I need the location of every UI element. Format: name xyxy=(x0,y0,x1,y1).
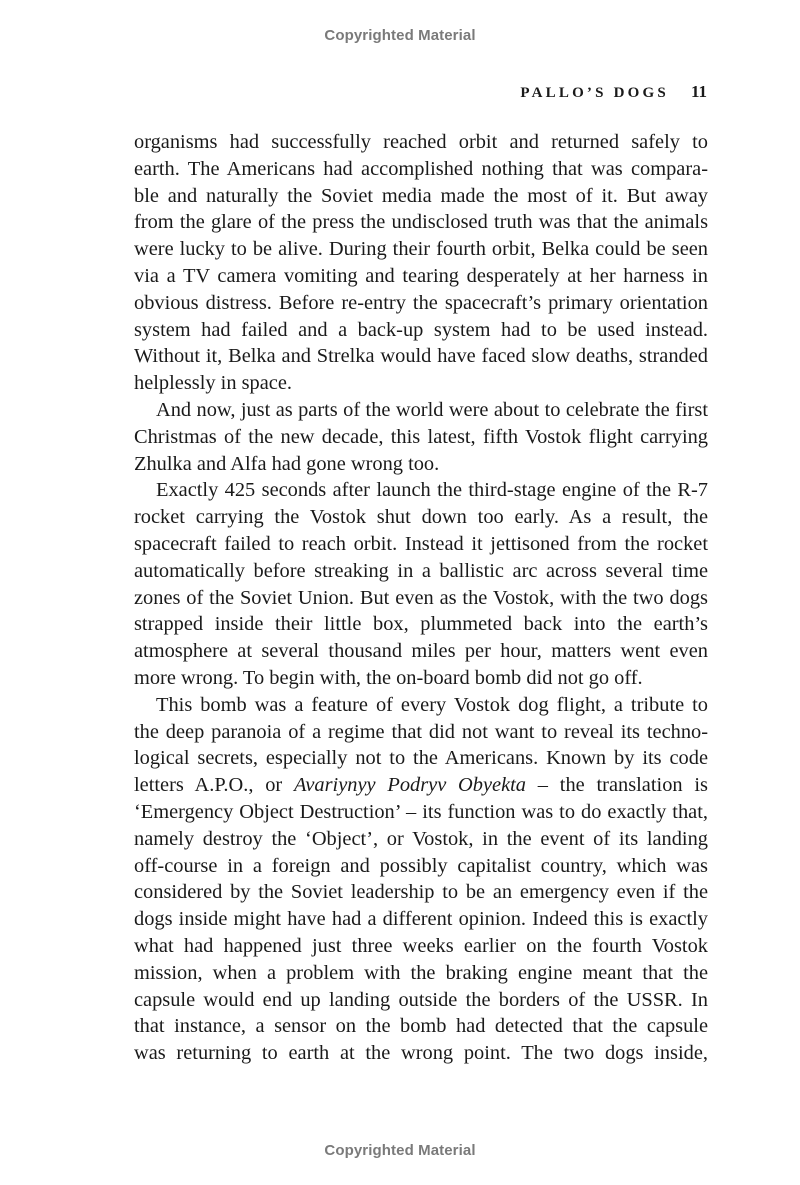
copyright-watermark-bottom: Copyrighted Material xyxy=(324,1142,476,1159)
text-line: capsule would end up landing outside the borders of the USSR. In xyxy=(134,988,708,1011)
text-line: the deep paranoia of a regime that did not want to reveal its techno- xyxy=(134,720,708,743)
text-line: This bomb was a feature of every Vostok dog flight, a tribute to xyxy=(156,693,708,716)
text-line: system had failed and a back-up system had to be used instead. xyxy=(134,318,708,341)
text-line: Without it, Belka and Strelka would have faced slow deaths, stranded xyxy=(134,345,708,368)
text-line: off-course in a foreign and possibly capitalist country, which was xyxy=(134,854,708,877)
text-line: And now, just as parts of the world were about to celebrate the first xyxy=(156,398,708,421)
text-line: helplessly in space. xyxy=(134,372,292,395)
text-line: what had happened just three weeks earlier on the fourth Vostok xyxy=(134,934,708,957)
paragraph-4 xyxy=(134,692,708,1067)
paragraph-3 xyxy=(134,477,708,691)
italic-russian-phrase: Avariynyy Podryv Obyekta xyxy=(294,774,526,797)
text-line: Zhulka and Alfa had gone wrong too. xyxy=(134,452,440,475)
text-line: via a TV camera vomiting and tearing desperately at her harness in xyxy=(134,264,708,287)
text-segment: letters A.P.O., or xyxy=(134,774,295,797)
text-line: namely destroy the ‘Object’, or Vostok, in the event of its landing xyxy=(134,827,708,850)
page-number: 11 xyxy=(690,82,707,101)
copyright-watermark-top: Copyrighted Material xyxy=(324,27,476,44)
text-line: logical secrets, especially not to the Americans. Known by its code xyxy=(134,747,708,770)
text-line: ble and naturally the Soviet media made the most of it. But away xyxy=(134,184,708,207)
running-head-title: PALLO’S DOGS xyxy=(520,85,669,101)
text-line: automatically before streaking in a ballistic arc across several time xyxy=(134,559,708,582)
paragraph-2 xyxy=(134,397,708,477)
paragraph-1 xyxy=(134,129,708,397)
text-line: rocket carrying the Vostok shut down too early. As a result, the xyxy=(134,506,708,529)
running-head xyxy=(520,82,707,102)
text-line: Christmas of the new decade, this latest, fifth Vostok flight carrying xyxy=(134,425,708,448)
text-line: earth. The Americans had accomplished nothing that was compara- xyxy=(134,157,708,180)
text-line: considered by the Soviet leadership to be an emergency even if the xyxy=(134,881,708,904)
text-segment: – the translation is xyxy=(525,774,708,797)
body-text xyxy=(134,129,708,1067)
text-line: dogs inside might have had a different opinion. Indeed this is exactly xyxy=(134,908,708,931)
text-line: organisms had successfully reached orbit and returned safely to xyxy=(134,131,708,153)
text-line: ‘Emergency Object Destruction’ – its function was to do exactly that, xyxy=(134,800,708,823)
text-line: zones of the Soviet Union. But even as the Vostok, with the two dogs xyxy=(134,586,708,609)
text-line: from the glare of the press the undisclosed truth was that the animals xyxy=(134,211,708,234)
text-line: strapped inside their little box, plummeted back into the earth’s xyxy=(134,613,708,636)
text-line: more wrong. To begin with, the on-board bomb did not go off. xyxy=(134,666,643,689)
text-line-with-italic xyxy=(134,772,708,799)
text-line: mission, when a problem with the braking engine meant that the xyxy=(134,961,708,984)
text-line: were lucky to be alive. During their fourth orbit, Belka could be seen xyxy=(134,238,708,261)
text-line: spacecraft failed to reach orbit. Instead it jettisoned from the rocket xyxy=(134,532,708,555)
text-line: that instance, a sensor on the bomb had detected that the capsule xyxy=(134,1015,708,1038)
text-line: obvious distress. Before re-entry the spacecraft’s primary orientation xyxy=(134,291,708,314)
text-line: was returning to earth at the wrong point. The two dogs inside, xyxy=(134,1042,708,1065)
text-line: atmosphere at several thousand miles per hour, matters went even xyxy=(134,640,708,663)
text-line: Exactly 425 seconds after launch the third-stage engine of the R-7 xyxy=(156,479,708,502)
